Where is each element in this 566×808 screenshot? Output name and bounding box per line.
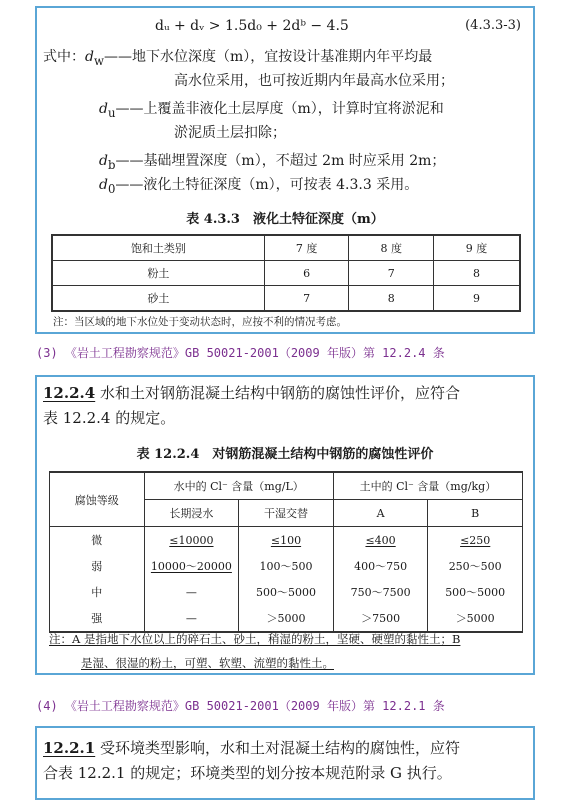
- table-cell: 500～5000: [239, 579, 334, 605]
- table-header-cell: A: [333, 500, 428, 527]
- table-note: 注：A 是指地下水位以上的碎石土、砂土，稍湿的粉土，坚硬、硬塑的黏性土；B 是湿、很湿的粉土，可塑、软塑、流塑的黏性土。: [49, 632, 461, 670]
- table-cell: 6: [264, 261, 349, 286]
- formula-number: (4.3.3-3): [465, 18, 521, 33]
- clause-number: 12.2.4: [43, 384, 96, 402]
- table-header-row: [50, 472, 523, 500]
- table-cell: 弱: [50, 553, 145, 579]
- table-cell: 8: [349, 286, 434, 312]
- definition-dw-cont: 高水位采用，也可按近期内年最高水位采用；: [174, 73, 454, 89]
- table-header-cell: 水中的 Cl⁻ 含量（mg/L）: [144, 472, 333, 500]
- table-header-cell: 7 度: [264, 235, 349, 261]
- table-row: [50, 553, 523, 579]
- liquefaction-depth-table: [51, 234, 521, 312]
- table-header-cell: 腐蚀等级: [50, 472, 145, 527]
- table-cell: ＞7500: [333, 605, 428, 632]
- table-cell: 500～5000: [428, 579, 523, 605]
- formula-section: [35, 6, 535, 334]
- table-cell: 砂土: [52, 286, 264, 312]
- table-cell: 750～7500: [333, 579, 428, 605]
- table-cell: —: [144, 605, 239, 632]
- table-cell: ≤250: [428, 527, 523, 554]
- table-row: [52, 286, 520, 312]
- table-header-cell: 土中的 Cl⁻ 含量（mg/kg）: [333, 472, 522, 500]
- table-header-cell: 9 度: [434, 235, 520, 261]
- table-row: [50, 579, 523, 605]
- table-cell: 9: [434, 286, 520, 312]
- clause-paragraph: 12.2.1 受环境类型影响，水和土对混凝土结构的腐蚀性，应符 合表 12.2.1 的规定；环境类型的划分按本规范附录 G 执行。: [43, 739, 460, 782]
- table-cell: ≤100: [239, 527, 334, 554]
- table-cell: 7: [349, 261, 434, 286]
- table-cell: 400～750: [333, 553, 428, 579]
- table-header-cell: 长期浸水: [144, 500, 239, 527]
- table-cell: —: [144, 579, 239, 605]
- formula: dᵤ + dᵥ > 1.5d₀ + 2dᵇ − 4.5: [155, 18, 349, 34]
- table-cell: ＞5000: [428, 605, 523, 632]
- clause-12-2-1-section: [35, 726, 535, 800]
- source-reference-3: (3) 《岩土工程勘察规范》GB 50021-2001（2009 年版）第 12.2.4 条: [36, 346, 445, 360]
- definition-du: $d_u——$上覆盖非液化土层厚度（m），计算时宜将淤泥和: [99, 101, 444, 120]
- table-header-cell: B: [428, 500, 523, 527]
- table-cell: 微: [50, 527, 145, 554]
- corrosion-evaluation-table: [49, 471, 523, 633]
- clause-12-2-4-section: [35, 375, 535, 675]
- definition-du-cont: 淤泥质土层扣除；: [174, 125, 286, 141]
- table-row: [52, 261, 520, 286]
- table-header-cell: 8 度: [349, 235, 434, 261]
- table-note: 注：当区域的地下水位处于变动状态时，应按不利的情况考虑。: [53, 316, 347, 328]
- table-cell: 7: [264, 286, 349, 312]
- table-cell: 100～500: [239, 553, 334, 579]
- table-cell: 粉土: [52, 261, 264, 286]
- table-header-cell: 饱和土类别: [52, 235, 264, 261]
- table-caption: 表 4.3.3 液化土特征深度（m）: [186, 212, 384, 227]
- table-caption: 表 12.2.4 对钢筋混凝土结构中钢筋的腐蚀性评价: [136, 447, 434, 462]
- table-cell: 8: [434, 261, 520, 286]
- table-cell: ≤10000: [144, 527, 239, 554]
- table-cell: 250～500: [428, 553, 523, 579]
- table-cell: ≤400: [333, 527, 428, 554]
- table-header-cell: 干湿交替: [239, 500, 334, 527]
- definition-dw: 式中：$d_w——$地下水位深度（m），宜按设计基准期内年平均最: [43, 49, 433, 68]
- table-cell: 中: [50, 579, 145, 605]
- table-cell: ＞5000: [239, 605, 334, 632]
- definition-db: $d_b——$基础埋置深度（m），不超过 2m 时应采用 2m；: [99, 153, 446, 172]
- table-cell: 10000～20000: [144, 553, 239, 579]
- table-header-row: [52, 235, 520, 261]
- table-cell: 强: [50, 605, 145, 632]
- source-reference-4: (4) 《岩土工程勘察规范》GB 50021-2001（2009 年版）第 12.2.1 条: [36, 699, 445, 713]
- clause-paragraph: 12.2.4 水和土对钢筋混凝土结构中钢筋的腐蚀性评价，应符合 表 12.2.4 的规定。: [43, 384, 460, 427]
- definition-d0: $d_0——$液化土特征深度（m），可按表 4.3.3 采用。: [99, 177, 419, 196]
- clause-number: 12.2.1: [43, 739, 96, 757]
- table-row: [50, 527, 523, 554]
